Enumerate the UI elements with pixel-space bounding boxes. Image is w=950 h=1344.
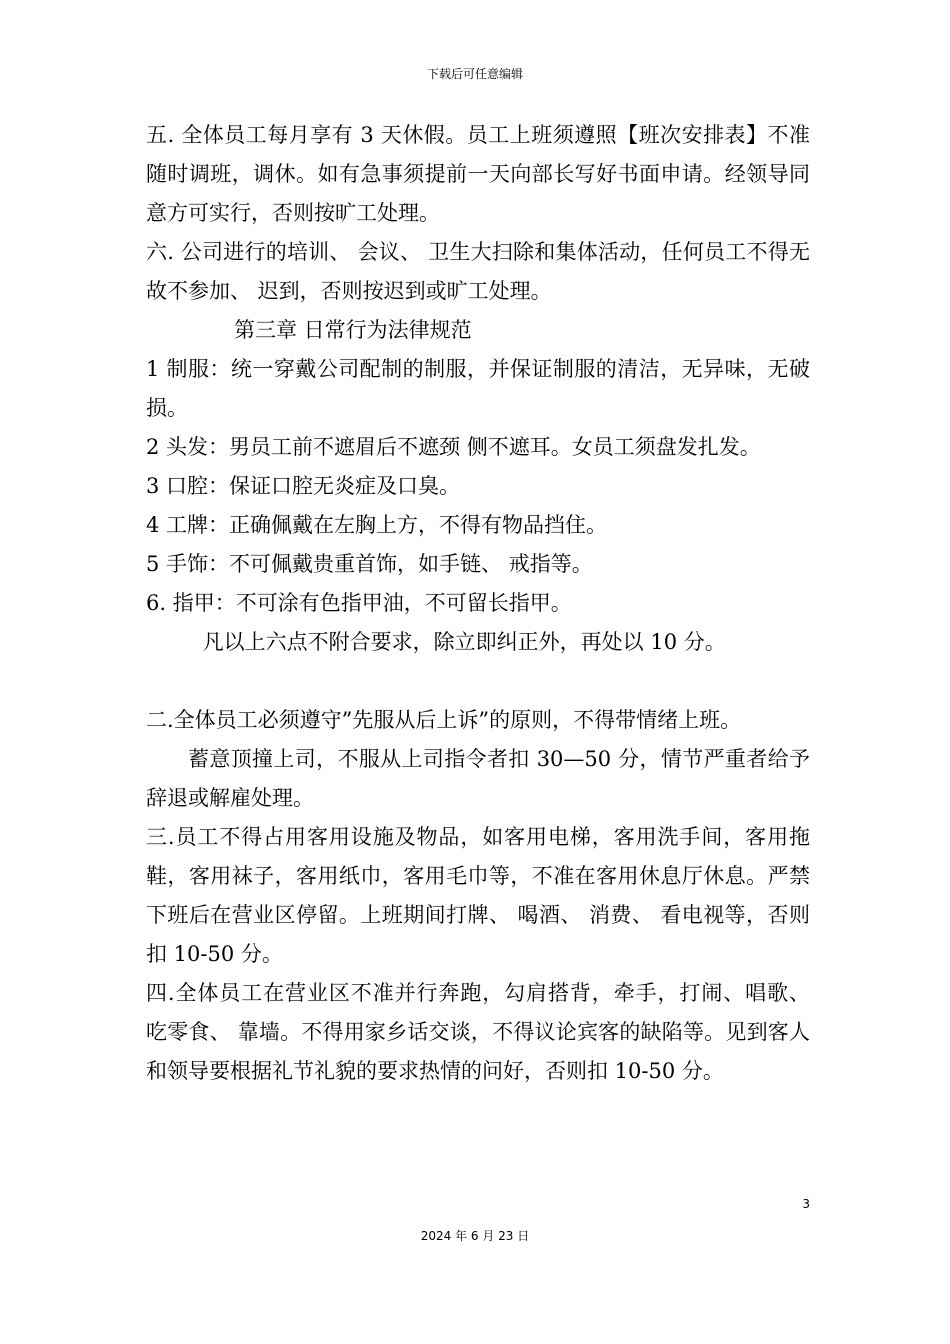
blank-line [146,662,810,701]
list-item-hair: 2 头发：男员工前不遮眉后不遮颈 侧不遮耳。女员工须盘发扎发。 [146,435,761,459]
list-item-badge: 4 工牌：正确佩戴在左胸上方，不得有物品挡住。 [146,513,608,537]
document-body [146,116,810,1091]
page-header: 下载后可任意编辑 [426,67,523,81]
list-item-mouth: 3 口腔：保证口腔无炎症及口臭。 [146,474,461,498]
list-item-nails: 6. 指甲：不可涂有色指甲油，不可留长指甲。 [146,591,572,615]
paragraph-insubordination: 蓄意顶撞上司，不服从上司指令者扣 30—50 分，情节严重者给予辞退或解雇处理。 [146,747,810,810]
page-footer-date: 2024 年 6 月 23 日 [420,1229,530,1243]
paragraph-guest-facilities: 三.员工不得占用客用设施及物品，如客用电梯，客用洗手间，客用拖鞋，客用袜子，客用纸巾，客用毛巾等，不准在客用休息厅休息。严禁下班后在营业区停留。上班期间打牌、 喝酒、 消费、 看电视等，否则扣 10-50 分。 [146,825,810,966]
paragraph-obey: 二.全体员工必须遵守”先服从后上诉”的原则，不得带情绪上班。 [146,708,742,732]
page-number: 3 [802,1197,810,1211]
chapter-heading: 第三章 日常行为法律规范 [234,318,472,342]
paragraph-rest-days: 五. 全体员工每月享有 3 天休假。员工上班须遵照【班次安排表】不准随时调班，调休。如有急事须提前一天向部长写好书面申请。经领导同意方可实行，否则按旷工处理。 [146,123,810,225]
list-item-uniform: 1 制服：统一穿戴公司配制的制服，并保证制服的清洁，无异味，无破损。 [146,357,810,420]
paragraph-conduct: 四.全体员工在营业区不准并行奔跑，勾肩搭背，牵手，打闹、唱歌、 吃零食、 靠墙。不得用家乡话交谈，不得议论宾客的缺陷等。见到客人和领导要根据礼节礼貌的要求热情的问好，否则扣 10-50 分。 [146,981,810,1083]
list-item-jewelry: 5 手饰：不可佩戴贵重首饰，如手链、 戒指等。 [146,552,593,576]
paragraph-activities: 六. 公司进行的培训、 会议、 卫生大扫除和集体活动，任何员工不得无故不参加、 迟到，否则按迟到或旷工处理。 [146,240,810,303]
paragraph-penalty-summary: 凡以上六点不附合要求，除立即纠正外，再处以 10 分。 [202,630,726,654]
